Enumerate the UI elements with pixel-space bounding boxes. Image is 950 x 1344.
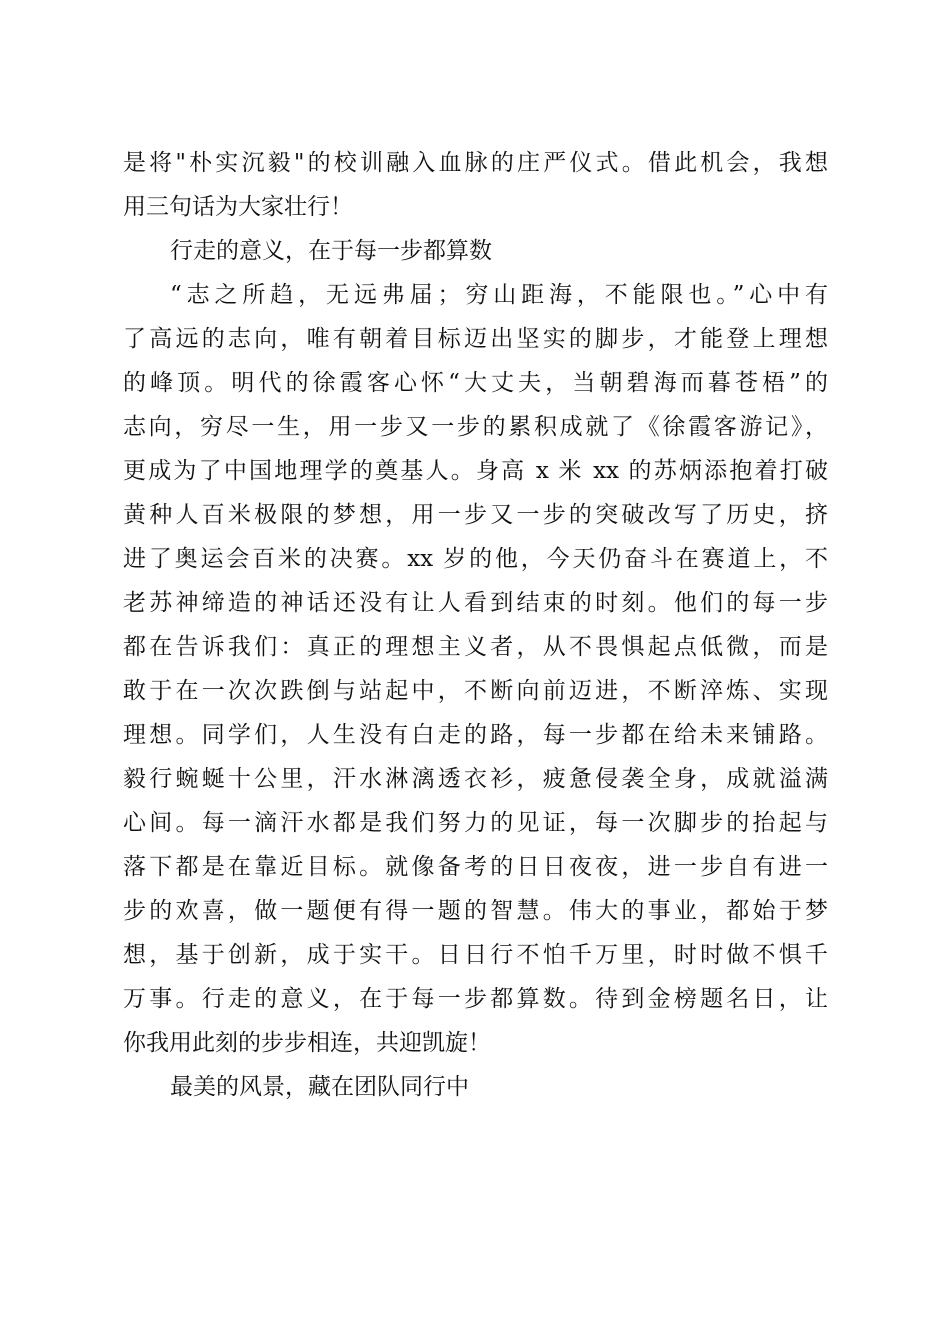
text-line: 毅行蜿蜒十公里，汗水淋漓透衣衫，疲惫侵袭全身，成就溢满 xyxy=(123,766,828,792)
text-line: 你我用此刻的步步相连，共迎凯旋！ xyxy=(123,1030,491,1056)
section-heading-1: 行走的意义，在于每一步都算数 xyxy=(170,238,492,264)
text-line: 敢于在一次次跌倒与站起中，不断向前迈进，不断淬炼、实现 xyxy=(123,678,828,704)
text-line: 心间。每一滴汗水都是我们努力的见证，每一次脚步的抬起与 xyxy=(123,810,828,836)
intro-paragraph xyxy=(123,141,828,229)
text-line: 步的欢喜，做一题便有得一题的智慧。伟大的事业，都始于梦 xyxy=(123,898,828,924)
section-heading-2: 最美的风景，藏在团队同行中 xyxy=(170,1074,469,1100)
text-line: 更成为了中国地理学的奠基人。身高 x 米 xx 的苏炳添抱着打破 xyxy=(123,458,828,484)
text-line: 志向，穷尽一生，用一步又一步的累积成就了《徐霞客游记》， xyxy=(123,414,828,440)
text-line: 是将"朴实沉毅"的校训融入血脉的庄严仪式。借此机会，我想 xyxy=(123,150,828,176)
text-line: 进了奥运会百米的决赛。xx 岁的他，今天仍奋斗在赛道上，不 xyxy=(123,546,828,572)
text-line: 老苏神缔造的神话还没有让人看到结束的时刻。他们的每一步 xyxy=(123,590,828,616)
text-line: 理想。同学们，人生没有白走的路，每一步都在给未来铺路。 xyxy=(123,722,828,748)
text-line: 万事。行走的意义，在于每一步都算数。待到金榜题名日，让 xyxy=(123,986,828,1012)
section-1-paragraph xyxy=(123,273,828,1065)
text-line: “志之所趋，无远弗届；穷山距海，不能限也。”心中有 xyxy=(170,282,828,308)
text-line: 落下都是在靠近目标。就像备考的日日夜夜，进一步自有进一 xyxy=(123,854,828,880)
text-line: 了高远的志向，唯有朝着目标迈出坚实的脚步，才能登上理想 xyxy=(123,326,828,352)
text-line: 想，基于创新，成于实干。日日行不怕千万里，时时做不惧千 xyxy=(123,942,828,968)
text-line: 都在告诉我们：真正的理想主义者，从不畏惧起点低微，而是 xyxy=(123,634,828,660)
text-line: 黄种人百米极限的梦想，用一步又一步的突破改写了历史，挤 xyxy=(123,502,828,528)
text-line: 的峰顶。明代的徐霞客心怀“大丈夫，当朝碧海而暮苍梧”的 xyxy=(123,370,828,396)
document-body xyxy=(123,141,828,1109)
text-line: 用三句话为大家壮行！ xyxy=(123,194,353,220)
